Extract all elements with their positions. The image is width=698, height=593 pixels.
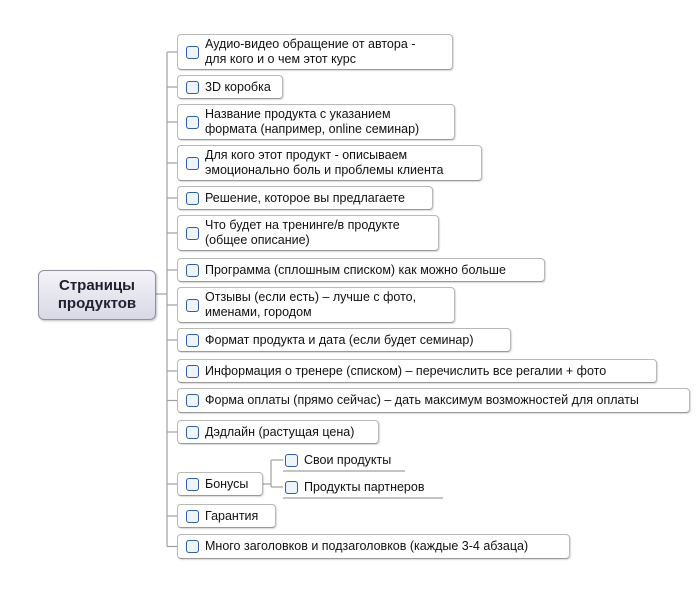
topic-10[interactable] — [177, 359, 657, 383]
topic-1[interactable] — [177, 34, 453, 70]
checkbox-icon[interactable] — [186, 334, 199, 347]
topic-label: Аудио-видео обращение от автора - для кого и о чем этот курс — [205, 37, 416, 66]
topic-9[interactable] — [177, 328, 511, 352]
checkbox-icon[interactable] — [186, 394, 199, 407]
topic-2[interactable] — [177, 75, 283, 99]
topic-6[interactable] — [177, 215, 439, 251]
topic-label: Название продукта с указанием формата (например, online семинар) — [205, 107, 420, 136]
topic-label: 3D коробка — [205, 79, 271, 94]
checkbox-icon[interactable] — [186, 157, 199, 170]
topic-12[interactable] — [177, 420, 379, 444]
topic-14[interactable] — [177, 504, 276, 528]
topic-11[interactable] — [177, 388, 690, 413]
checkbox-icon[interactable] — [186, 365, 199, 378]
checkbox-icon[interactable] — [186, 192, 199, 205]
topic-4[interactable] — [177, 145, 482, 181]
topic-5[interactable] — [177, 186, 433, 210]
checkbox-icon[interactable] — [186, 299, 199, 312]
topic-label: Решение, которое вы предлагаете — [205, 190, 405, 205]
topic-label: Форма оплаты (прямо сейчас) – дать максимум возможностей для оплаты — [205, 393, 639, 407]
checkbox-icon[interactable] — [186, 81, 199, 94]
topic-label: Программа (сплошным списком) как можно больше — [205, 262, 506, 277]
topic-label: Информация о тренере (списком) – перечислить все регалии + фото — [205, 363, 607, 378]
topic-label: Что будет на тренинге/в продукте (общее описание) — [205, 218, 400, 247]
checkbox-icon[interactable] — [186, 116, 199, 129]
checkbox-icon[interactable] — [186, 46, 199, 59]
topic-label: Бонусы — [205, 476, 249, 491]
topic-13[interactable] — [177, 472, 263, 496]
checkbox-icon[interactable] — [186, 540, 199, 553]
subtopic-label: Продукты партнеров — [304, 479, 425, 494]
subtopic-2[interactable] — [283, 477, 426, 497]
subtopic-label: Свои продукты — [304, 452, 392, 467]
topic-15[interactable] — [177, 534, 570, 559]
topic-3[interactable] — [177, 104, 455, 140]
checkbox-icon[interactable] — [186, 510, 199, 523]
root-topic-label: Страницы продуктов — [57, 277, 137, 312]
subtopic-1[interactable] — [283, 450, 393, 470]
topic-8[interactable] — [177, 287, 455, 323]
checkbox-icon[interactable] — [186, 227, 199, 240]
topic-7[interactable] — [177, 258, 545, 282]
checkbox-icon[interactable] — [285, 454, 298, 467]
checkbox-icon[interactable] — [186, 478, 199, 491]
topic-label: Много заголовков и подзаголовков (каждые 3-4 абзаца) — [205, 539, 529, 553]
checkbox-icon[interactable] — [186, 426, 199, 439]
topic-label: Формат продукта и дата (если будет семинар) — [205, 332, 474, 347]
checkbox-icon[interactable] — [285, 481, 298, 494]
topic-label: Дэдлайн (растущая цена) — [205, 424, 355, 439]
topic-label: Для кого этот продукт - описываем эмоционально боль и проблемы клиента — [205, 148, 444, 177]
topic-label: Гарантия — [205, 508, 259, 523]
checkbox-icon[interactable] — [186, 264, 199, 277]
root-topic[interactable] — [38, 270, 156, 320]
topic-label: Отзывы (если есть) – лучше с фото, именами, городом — [205, 290, 417, 319]
